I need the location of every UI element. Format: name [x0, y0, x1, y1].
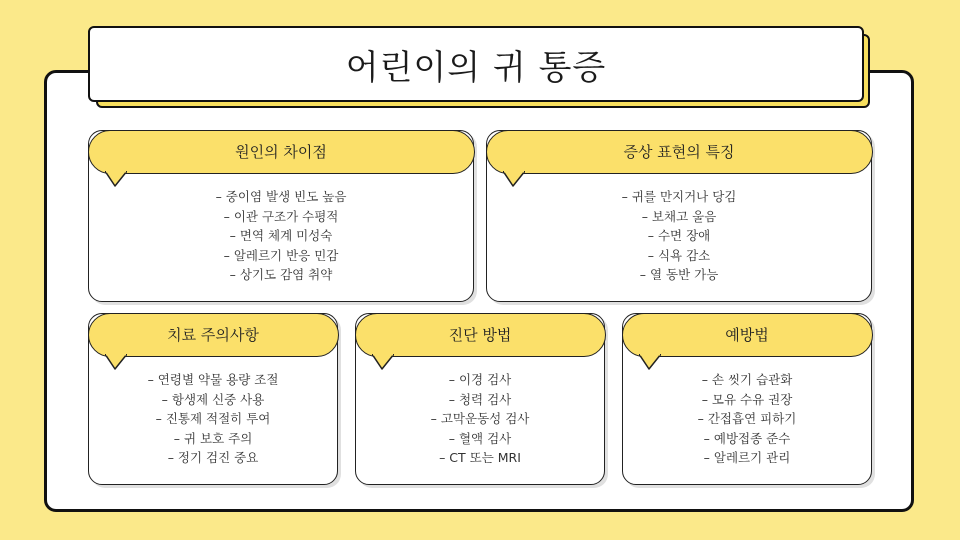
card-title: 증상 표현의 특징	[623, 143, 735, 161]
list-item: – 열 동반 가능	[639, 267, 719, 282]
list-item: – 보채고 울음	[641, 208, 717, 224]
card-prevention	[622, 313, 872, 485]
card-header-prevention	[622, 313, 873, 357]
card-list	[623, 370, 871, 468]
list-item: – 혈액 검사	[448, 430, 512, 446]
page-title: 어린이의 귀 통증	[345, 47, 607, 88]
list-item: – 모유 수유 권장	[701, 391, 793, 407]
list-item: – 손 씻기 습관화	[701, 372, 793, 387]
list-item: – 귀를 만지거나 당김	[621, 189, 737, 204]
speech-bubble-tail-icon	[372, 354, 394, 370]
card-symptoms	[486, 130, 872, 302]
card-causes	[88, 130, 474, 302]
list-item: – 고막운동성 검사	[430, 411, 530, 426]
card-list	[89, 370, 337, 468]
speech-bubble-tail-icon	[639, 354, 661, 370]
card-diagnosis	[355, 313, 605, 485]
card-header-causes	[88, 130, 475, 174]
card-header-symptoms	[486, 130, 873, 174]
list-item: – 간접흡연 피하기	[697, 411, 797, 426]
list-item: – 청력 검사	[448, 391, 512, 407]
card-header-treatment	[88, 313, 339, 357]
card-list	[487, 187, 871, 285]
list-item: – 중이염 발생 빈도 높음	[215, 189, 347, 204]
list-item: – CT 또는 MRI	[439, 450, 521, 465]
speech-bubble-tail-icon	[503, 171, 525, 187]
list-item: – 진통제 적절히 투여	[155, 411, 271, 426]
list-item: – 수면 장애	[647, 228, 711, 243]
list-item: – 연령별 약물 용량 조절	[147, 372, 279, 387]
list-item: – 면역 체계 미성숙	[229, 228, 333, 243]
title-box	[88, 26, 864, 102]
card-header-diagnosis	[355, 313, 606, 357]
list-item: – 이경 검사	[448, 372, 512, 387]
list-item: – 귀 보호 주의	[173, 430, 253, 446]
list-item: – 이관 구조가 수평적	[223, 208, 339, 224]
card-list	[356, 370, 604, 468]
list-item: – 알레르기 반응 민감	[223, 247, 339, 263]
speech-bubble-tail-icon	[105, 171, 127, 187]
list-item: – 예방접종 준수	[703, 430, 791, 446]
card-treatment	[88, 313, 338, 485]
card-title: 진단 방법	[448, 326, 512, 344]
list-item: – 항생제 신중 사용	[161, 391, 265, 407]
list-item: – 알레르기 관리	[703, 450, 791, 465]
card-title: 예방법	[725, 326, 769, 344]
list-item: – 상기도 감염 취약	[229, 267, 333, 282]
speech-bubble-tail-icon	[105, 354, 127, 370]
list-item: – 식욕 감소	[647, 247, 711, 263]
card-title: 원인의 차이점	[235, 143, 327, 161]
card-title: 치료 주의사항	[167, 326, 259, 344]
list-item: – 정기 검진 중요	[167, 450, 259, 465]
card-list	[89, 187, 473, 285]
